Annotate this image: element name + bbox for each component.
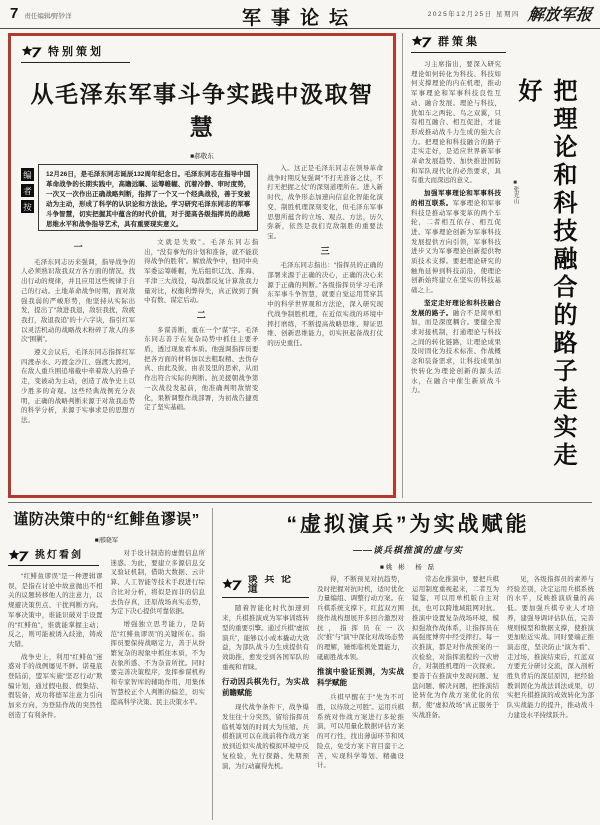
section-separator-3: 三 — [320, 245, 330, 256]
editor-note-label — [21, 164, 34, 231]
editor-credit: 责任编辑/野钞洋 — [24, 13, 72, 20]
star-flash-icon — [411, 35, 433, 48]
section-divider-rule — [8, 502, 592, 503]
red-herring-column-2 — [111, 549, 206, 807]
wargame-column-1 — [222, 575, 309, 819]
body-paragraph: 对手设计制造的虚假信息所迷惑。为此，要建立多源信息交叉验证机制，借助大数据、云计算、人工智能等技术手段进行综合比对分析，将似是而非的信息去伪存真，还原战场真实态势，为定下决心提供可靠依据。 — [110, 550, 205, 616]
sword-lamp-badge-label: 挑灯看剑 — [35, 549, 83, 561]
strategy-badge-label: 群策集 — [438, 36, 480, 48]
body-paragraph: 遵义会议后，毛泽东同志指挥红军四渡赤水、巧渡金沙江、强渡大渡河，在敌人重兵围追堵截中牵着敌人的鼻子走，变被动为主动，创造了战争史上以少胜多的奇观。这些经典战例充分表明，正确的战略判断来源于对敌我态势的科学分析，来源于实事求是的思想方法。 — [21, 349, 136, 424]
featured-columns — [21, 238, 258, 516]
editor-note-char-1: 编 — [21, 168, 34, 181]
special-plan-badge — [21, 43, 130, 63]
body-paragraph: 随着智能化时代加速到来，兵棋推演成为军事训练转型的重要引擎。通过兵棋“虚拟演兵”，能够以小成本撬动大效益，为部队战斗力生成提供有效助推，愈发受到各国军队的重视和青睐。 — [222, 605, 309, 671]
featured-left-group — [21, 164, 258, 516]
section-separator-2: 二 — [196, 309, 206, 320]
red-herring-column-1 — [8, 549, 103, 807]
special-plan-badge-label: 特别策划 — [48, 46, 104, 58]
body-paragraph: 入。这正是毛泽东同志在领导革命战争时期反复强调“不打无准备之仗，不打无把握之仗”的深刻道理所在。进入新时代，战争形态加速向信息化智能化演变，制胜机理深刻变化，但毛泽东军事思想所蕴含的立场、观点、方法，历久弥新，依然是我们克敌制胜的重要法宝。 — [267, 165, 383, 240]
body-paragraph: 常态化推演中，要把兵棋运用制度重视起来，二者互为镜鉴，可以用单机版自主对抗，也可以跨地域组网对抗。推演中设置复杂战场环境，模拟强敌作战体系，让指挥员在高强度博弈中经受摔打。每一次推演，都是对作战预案的一次检验，对指挥流程的一次磨合，对制胜机理的一次探索。要善于在推演中发现问题、复盘问题、解决问题，把推演结论转化为作战方案优化的依据，使“虚拟战场”真正服务于实战准备。 — [412, 576, 499, 719]
article-wargame-subtitle: ——谈兵棋推演的虚与实 — [352, 545, 463, 555]
article-wargame-body — [222, 575, 594, 819]
editor-note — [21, 164, 258, 231]
article-red-herring-title: 谨防决策中的“红鲱鱼谬误” — [13, 511, 200, 528]
body-paragraph: “红鲱鱼谬误”是一种逻辑谬误，是指在讨论中故意抛出不相关的议题转移他人的注意力，以规避决策焦点、干扰判断方向。军事决策中，谁能识破对手设置的“红鲱鱼”，谁就能掌握主动；反之，则可能被诱入歧途，铸成大错。 — [8, 573, 103, 648]
header-right — [428, 2, 592, 25]
strategy-body — [411, 60, 592, 490]
body-paragraph: 毛泽东同志指出：“指挥员的正确的部署来源于正确的决心，正确的决心来源于正确的判断。”各级指挥员学习毛泽东军事斗争智慧，就要自觉运用贯穿其中的科学世界观和方法论，深入研究现代战争制胜机理，在近似实战的环境中摔打磨练，不断提高战略思维、辩证思维、创新思维能力，切实担起备战打仗的历史重任。 — [267, 262, 383, 347]
article-wargame — [222, 508, 594, 820]
body-paragraph: 见，各级指挥员的素养与经验差别，决定运用兵棋系统的水平，反映推演质量的高低。要加强兵棋专业人才培养，建强导调评估队伍，完善规则模型和数据支撑，使推演更加贴近实战。同时要端正推演态度，坚决防止“演为看”、走过场，推演结束后，红蓝双方要充分研讨交流，深入剖析胜负背后的深层原因，把经验教训固化为战法训法成果，切实把兵棋推演的成效转化为部队实战能力的提升，推动战斗力建设水平持续跃升。 — [507, 576, 594, 719]
vertical-byline: ■张光山 — [512, 180, 518, 204]
main-byline: ■郝敬东 — [190, 153, 214, 160]
body-paragraph: 多谋善断，重在一个“谋”字。毛泽东同志善于在复杂局势中抓住主要矛盾，透过现象看本质。他强调指挥员要把各方面的材料加以去粗取精、去伪存真、由此及彼、由表及里的思索，从而作出符合实际的判断。抗美援朝战争第一次战役发起前，他准确判明敌情变化，果断调整作战部署，为初战告捷奠定了坚实基础。 — [144, 326, 259, 412]
military-talk-badge-label: 谈兵论道 — [247, 575, 293, 595]
wargame-subhead-1: 行动因兵棋先行，为实战前瞻赋能 — [222, 677, 309, 697]
main-headline: 从毛泽东军事斗争实践中汲取智慧 — [30, 81, 374, 140]
military-talk-badge — [222, 575, 309, 598]
star-flash-icon — [222, 578, 243, 591]
wargame-subhead-2: 推演中验证预测，为实战科学赋能 — [317, 667, 404, 687]
body-paragraph — [411, 189, 501, 296]
strategy-column — [411, 60, 501, 490]
strategy-badge — [411, 33, 506, 53]
article-red-herring-body — [8, 549, 205, 807]
vertical-headline: 把理论和科技融合的路子走实走好 — [514, 78, 576, 470]
wargame-column-4 — [507, 575, 594, 819]
article-wargame-title: “虚拟演兵”为实战赋能 — [286, 513, 530, 536]
article-red-herring-byline: ■邢晓军 — [94, 537, 119, 544]
section-separator-1: 一 — [73, 242, 83, 252]
editor-note-box: 12月26日，是毛泽东同志诞辰132周年纪念日。毛泽东同志在指导中国革命战争的长期实践中，高瞻远瞩、运筹帷幄、沉着冷静、审时度势，一次又一次作出正确战略判断，指挥了一个又一个经典战役，善于变被动为主动，形成了科学的认识论和方法论。学习研究毛泽东同志的军事斗争智慧，切实把握其中蕴含的时代价值，对于提高各级指挥员的战略思维水平和战争指导艺术，具有重要现实意义。 — [38, 164, 258, 231]
body-paragraph: 现代战争条件下，战争爆发往往十分突然，留给指挥员临机筹划的时间大为压缩。兵棋推演可以在战前将作战方案放到近似实战的模拟环境中反复检验，先行探路、先期预演，为行动赢得先机。 — [222, 704, 309, 770]
page-number: 7 — [10, 5, 19, 22]
star-flash-icon — [21, 45, 43, 58]
page-date: 2025年12月25日 星期四 — [427, 11, 520, 18]
body-paragraph: 毛泽东同志历来强调，指导战争的人必须熟识敌我双方各方面的情况，找出行动的规律，并且应用这些规律于自己的行动。土地革命战争时期，面对敌强我弱的严峻形势，他坚持从实际出发，提出了“敌进我退，敌驻我扰，敌疲我打，敌退我追”的十六字诀，指引红军以灵活机动的战略战术粉碎了敌人的多次“围剿”。 — [21, 258, 136, 344]
body-paragraph: 增强独立思考能力，是防范“红鲱鱼谬误”的关键所在。指挥员要保持战略定力，善于从纷繁复杂的现象中抓住本质，不为表象所惑、不为杂音所扰。同时要完善决策程序，发挥参谋机构和专家智库的辅助作用，用集体智慧校正个人判断的偏差，切实提高科学决策、民主决策水平。 — [110, 620, 205, 706]
body-paragraph: 兵棋早醒在于“先为不可胜，以待敌之可胜”。运用兵棋系统对作战方案进行多轮推演，可以用量化数据评估方案的可行性，找出薄弱环节和风险点，免受方案下盲目蛮干之苦，实现科学筹划、精确设计。 — [317, 694, 404, 770]
paragraph-rest: 融合不是简单相加，而是深度耦合。要健全需求对接机制，打通理论与科技之间的转化链路，让理论成果及时固化为技术标准、作战概念和装备需求，让科技成果加快转化为理论创新的源头活水，在融合中催生新质战斗力。 — [411, 309, 501, 395]
sword-lamp-badge — [8, 549, 99, 566]
wargame-column-3 — [412, 575, 499, 819]
star-flash-icon — [8, 549, 30, 562]
featured-column-2 — [144, 238, 258, 516]
wargame-column-2 — [317, 575, 404, 819]
article-red-herring — [8, 508, 213, 820]
body-paragraph: 文就是失败”。毛泽东同志指出，“没有事先的计划和准备，就不能获得战争的胜利”。解放战争中，他同中央军委运筹帷幄，先后组织辽沈、淮海、平津三大战役，每战都反复计算敌我力量对比，权衡利弊得失，真正做到了胸中有数、谋定后动。 — [144, 239, 259, 305]
editor-note-char-3: 按 — [21, 200, 34, 213]
featured-article — [8, 33, 396, 498]
masthead-logo: 解放军报 — [526, 5, 593, 24]
body-paragraph: 习主席指出，要深入研究理论如何转化为科技、科技如何支撑理论的内在机理，推动军事理论和军事科技良性互动、融合发展。理论与科技，犹如车之两轮、鸟之双翼，只有相互融合、相互促进，才能形成推动战斗力生成的强大合力。把理论和科技融合的路子走实走好，是适应世界新军事革命发展趋势、加快推进国防和军队现代化的必然要求，具有重大而深远的意义。 — [411, 61, 501, 185]
paragraph-rest: 军事理论和军事科技是推动军事变革的两个车轮，二者相互依存、相互促进。军事理论创新为军事科技发展提供方向引领，军事科技进步又为军事理论创新提供物质技术支撑。要把理论研究的触角延伸到科技前沿，使理论创新始终建立在坚实的科技基础之上。 — [411, 199, 501, 295]
article-wargame-byline: ■姚 彬 杨 磊 — [379, 564, 437, 571]
featured-column-3 — [267, 164, 383, 516]
body-paragraph — [411, 299, 501, 396]
editor-note-char-2: 者 — [21, 184, 34, 197]
body-paragraph: 得，不断预见对抗趋势，及时把握对抗时机，适时优化力量编组、调整行动方案。在兵棋系统支撑下，红蓝双方围绕作战构想展开多回合激烈对抗，指挥员在一次次“推”与“演”中深化对战场态势的理解，锤炼临机处置能力，砥砺胜战本领。 — [317, 576, 404, 661]
featured-column-1 — [21, 238, 135, 516]
bold-lead: 加强军事理论和军事科技的相互联系。 — [411, 190, 501, 207]
featured-body — [21, 164, 383, 516]
vertical-headline-area — [509, 60, 592, 490]
page-header — [0, 0, 600, 29]
strategy-section — [402, 33, 592, 498]
bold-lead: 坚定走好理论和科技融合发展的路子。 — [411, 299, 501, 317]
body-paragraph: 战争史上，利用“红鲱鱼”迷惑对手的战例屡见不鲜。诺曼底登陆前，盟军实施“坚忍行动”欺骗计划，通过假电报、假集结、假装备，成功将德军注意力引向加来方向，为登陆作战的突然性创造了有利条件。 — [8, 653, 103, 719]
page-section-title: 军事论坛 — [241, 8, 358, 29]
